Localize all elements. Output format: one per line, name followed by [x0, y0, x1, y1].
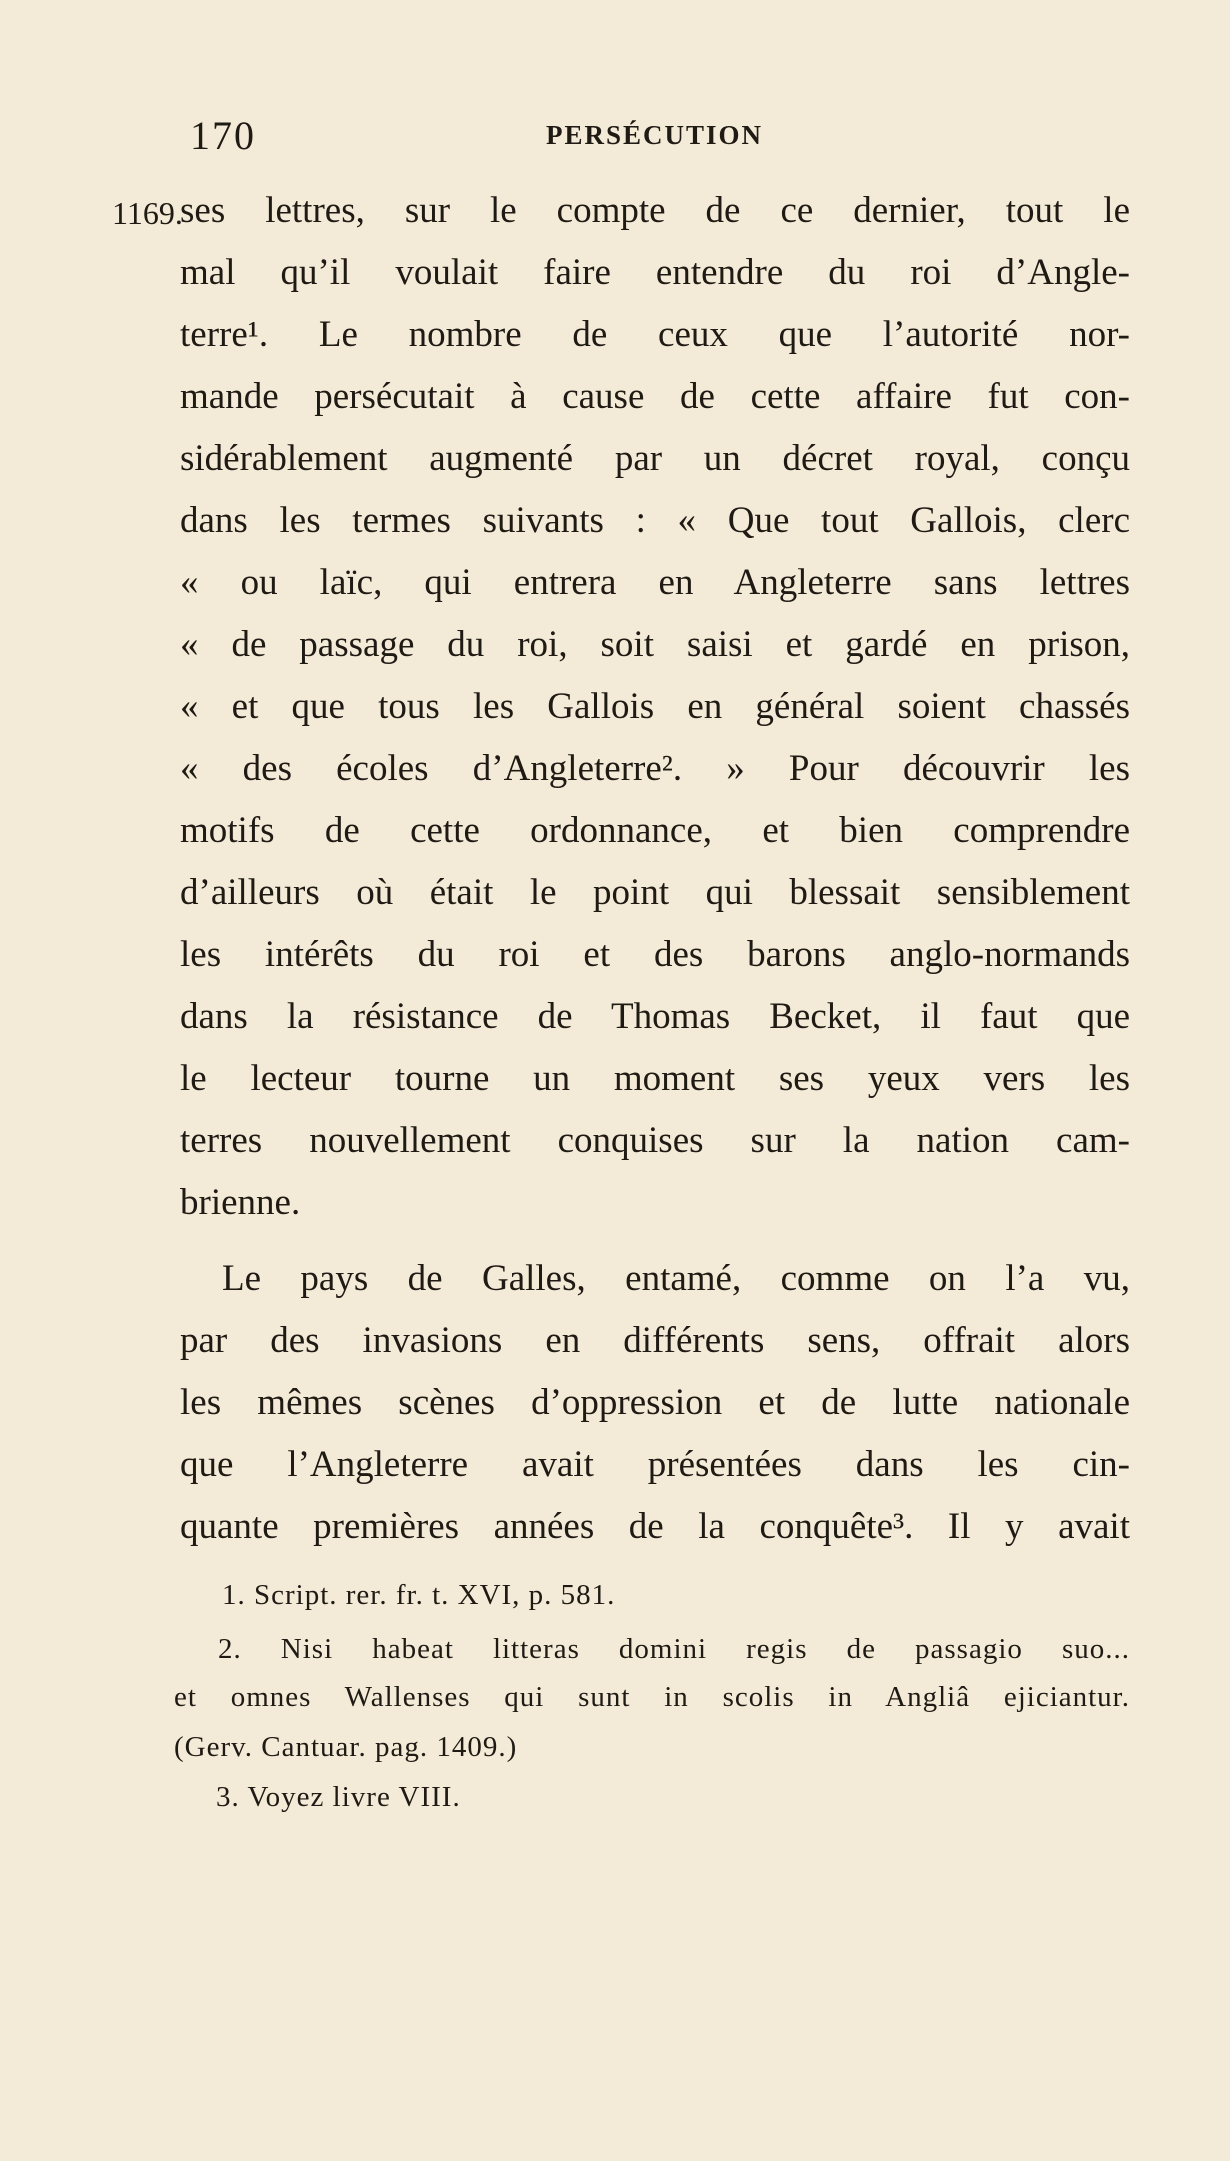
body-line: sidérablement augmenté par un décret royal, conçu: [180, 438, 1130, 479]
body-line: par des invasions en différents sens, offrait alors: [180, 1320, 1130, 1361]
body-line: dans la résistance de Thomas Becket, il faut que: [180, 996, 1130, 1037]
footnote: (Gerv. Cantuar. pag. 1409.): [174, 1731, 518, 1763]
body-line: Le pays de Galles, entamé, comme on l’a vu,: [222, 1258, 1130, 1299]
body-line: les intérêts du roi et des barons anglo-normands: [180, 934, 1130, 975]
body-line: motifs de cette ordonnance, et bien comprendre: [180, 810, 1130, 851]
body-line: ses lettres, sur le compte de ce dernier, tout le: [180, 190, 1130, 231]
body-line: quante premières années de la conquête³. Il y avait: [180, 1506, 1130, 1547]
page-number: 170: [190, 113, 256, 158]
page-header: [190, 112, 1135, 162]
body-line: terre¹. Le nombre de ceux que l’autorité nor-: [180, 314, 1130, 355]
footnote: et omnes Wallenses qui sunt in scolis in Angliâ ejiciantur.: [174, 1681, 1130, 1713]
body-line: le lecteur tourne un moment ses yeux vers les: [180, 1058, 1130, 1099]
footnote: 3. Voyez livre VIII.: [216, 1781, 461, 1813]
body-line: d’ailleurs où était le point qui blessait sensiblement: [180, 872, 1130, 913]
body-line: « ou laïc, qui entrera en Angleterre sans lettres: [180, 562, 1130, 603]
body-line: mal qu’il voulait faire entendre du roi d’Angle-: [180, 252, 1130, 293]
body-line: « des écoles d’Angleterre². » Pour découvrir les: [180, 748, 1130, 789]
body-line: mande persécutait à cause de cette affaire fut con-: [180, 376, 1130, 417]
body-line: les mêmes scènes d’oppression et de lutte nationale: [180, 1382, 1130, 1423]
footnote: 2. Nisi habeat litteras domini regis de passagio suo...: [218, 1633, 1130, 1665]
body-line: que l’Angleterre avait présentées dans les cin-: [180, 1444, 1130, 1485]
body-line: brienne.: [180, 1182, 301, 1223]
body-line: dans les termes suivants : « Que tout Gallois, clerc: [180, 500, 1130, 541]
margin-year-note: 1169.: [112, 195, 183, 231]
body-line: « et que tous les Gallois en général soient chassés: [180, 686, 1130, 727]
body-line: « de passage du roi, soit saisi et gardé en prison,: [180, 624, 1130, 665]
body-line: terres nouvellement conquises sur la nation cam-: [180, 1120, 1130, 1161]
running-title: PERSÉCUTION: [546, 120, 764, 150]
footnote: 1. Script. rer. fr. t. XVI, p. 581.: [222, 1579, 616, 1611]
